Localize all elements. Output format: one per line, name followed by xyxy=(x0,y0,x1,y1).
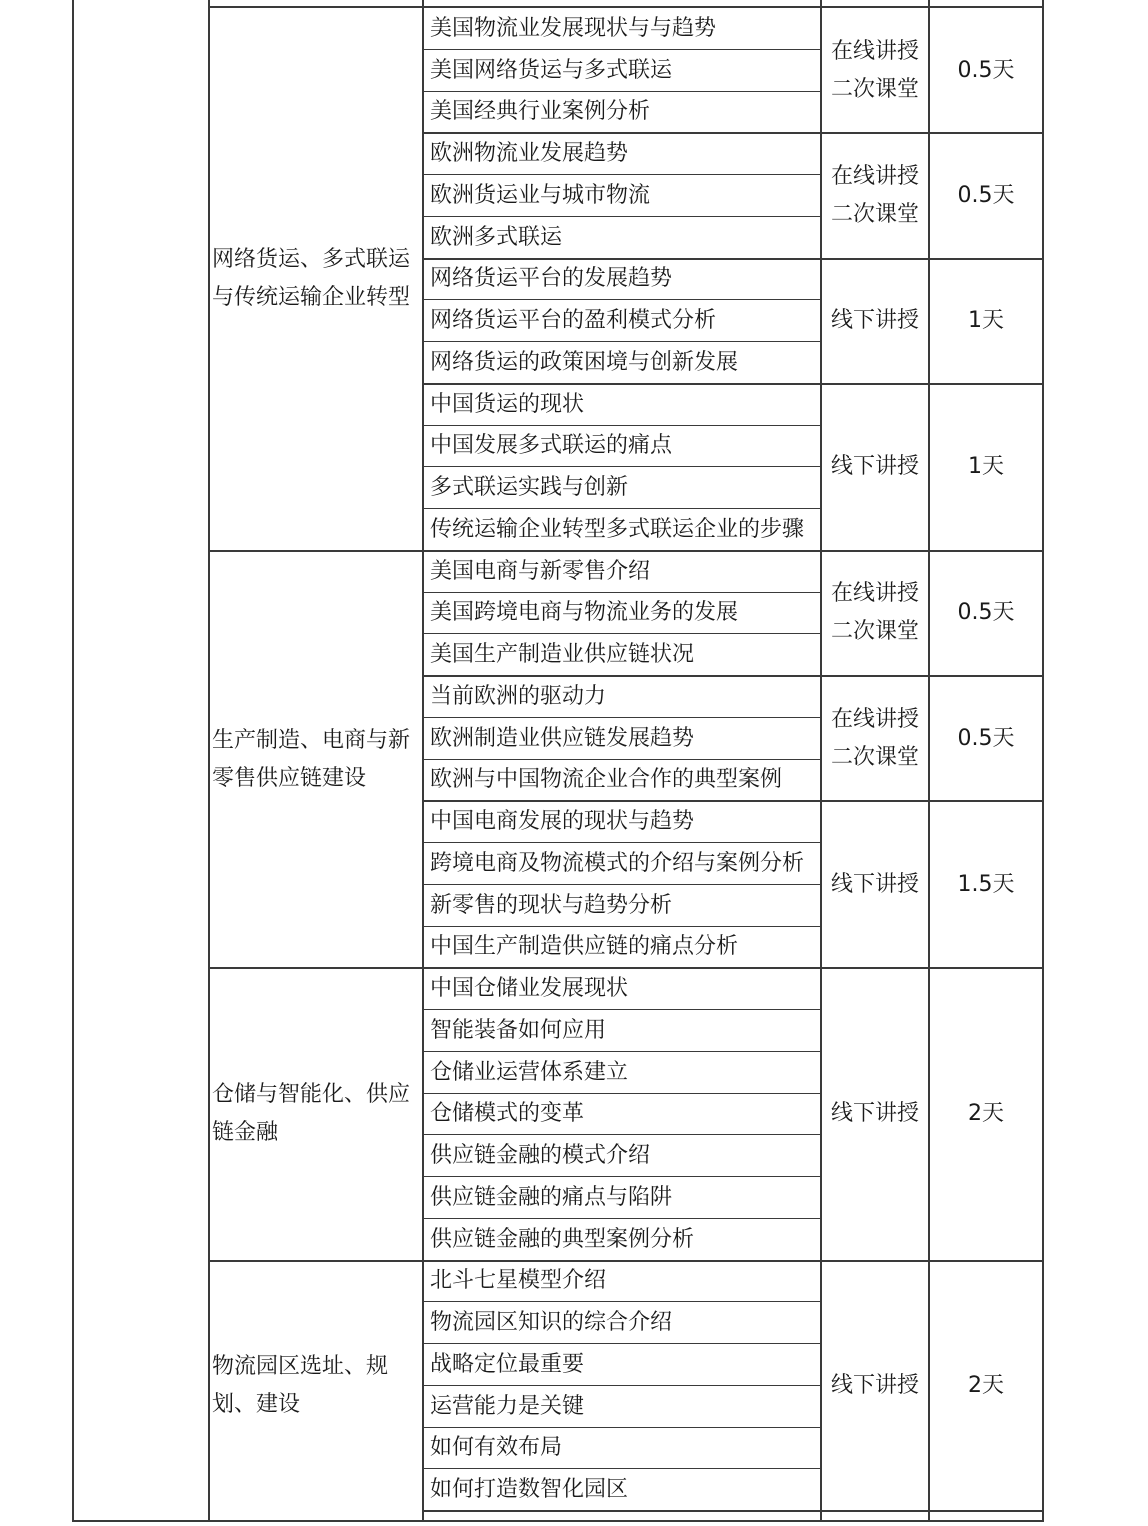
delivery-mode: 线下讲授 xyxy=(830,454,919,480)
topic-cell: 智能装备如何应用 xyxy=(430,1017,607,1043)
topic-cell: 美国经典行业案例分析 xyxy=(430,99,651,125)
duration: 1.5天 xyxy=(957,871,1015,897)
topic-cell: 供应链金融的模式介绍 xyxy=(430,1143,651,1169)
topic-cell: 欧洲与中国物流企业合作的典型案例 xyxy=(430,767,783,793)
topic-cell: 物流园区知识的综合介绍 xyxy=(430,1310,673,1336)
duration: 1天 xyxy=(968,308,1004,334)
topic-cell: 中国仓储业发展现状 xyxy=(430,976,629,1002)
topic-cell: 欧洲多式联运 xyxy=(430,224,563,250)
duration: 0.5天 xyxy=(957,600,1015,626)
topic-cell: 跨境电商及物流模式的介绍与案例分析 xyxy=(430,850,805,876)
block-rule xyxy=(422,1510,1044,1512)
topic-cell: 美国电商与新零售介绍 xyxy=(430,558,651,584)
module-name xyxy=(210,551,422,969)
topic-cell: 中国货运的现状 xyxy=(430,391,585,417)
module-label: 网络货运、多式联运与传统运输企业转型 xyxy=(212,247,411,311)
topic-cell: 当前欧洲的驱动力 xyxy=(430,683,607,709)
topic-cell: 如何有效布局 xyxy=(430,1435,563,1461)
delivery-mode: 在线讲授 二次课堂 xyxy=(830,163,919,227)
bottom-rule xyxy=(72,1520,1044,1522)
topic-cell: 中国电商发展的现状与趋势 xyxy=(430,809,695,835)
topic-cell: 战略定位最重要 xyxy=(430,1351,585,1377)
delivery-mode: 在线讲授 二次课堂 xyxy=(830,581,919,645)
delivery-mode: 在线讲授 二次课堂 xyxy=(830,38,919,102)
topic-cell: 网络货运平台的发展趋势 xyxy=(430,266,673,292)
module-label: 生产制造、电商与新零售供应链建设 xyxy=(212,727,411,791)
topic-cell: 美国跨境电商与物流业务的发展 xyxy=(430,600,739,626)
duration: 2天 xyxy=(968,1372,1004,1398)
module-label: 物流园区选址、规划、建设 xyxy=(212,1353,389,1417)
topic-cell: 传统运输企业转型多式联运企业的步骤 xyxy=(430,516,805,542)
duration: 0.5天 xyxy=(957,725,1015,751)
module-name xyxy=(210,8,422,551)
delivery-mode: 线下讲授 xyxy=(830,308,919,334)
delivery-mode: 在线讲授 二次课堂 xyxy=(830,706,919,770)
duration: 2天 xyxy=(968,1101,1004,1127)
topic-cell: 欧洲制造业供应链发展趋势 xyxy=(430,725,695,751)
topic-cell: 美国物流业发展现状与与趋势 xyxy=(430,15,717,41)
duration: 1天 xyxy=(968,454,1004,480)
delivery-mode: 线下讲授 xyxy=(830,871,919,897)
topic-cell: 中国发展多式联运的痛点 xyxy=(430,433,673,459)
module-label: 仓储与智能化、供应链金融 xyxy=(212,1082,411,1146)
topic-cell: 网络货运平台的盈利模式分析 xyxy=(430,308,717,334)
topic-cell: 仓储业运营体系建立 xyxy=(430,1059,629,1085)
topic-cell: 多式联运实践与创新 xyxy=(430,475,629,501)
topic-cell: 运营能力是关键 xyxy=(430,1393,585,1419)
topic-cell: 美国网络货运与多式联运 xyxy=(430,57,673,83)
topic-cell: 中国生产制造供应链的痛点分析 xyxy=(430,934,739,960)
topic-cell: 新零售的现状与趋势分析 xyxy=(430,892,673,918)
delivery-mode: 线下讲授 xyxy=(830,1372,919,1398)
duration: 0.5天 xyxy=(957,57,1015,83)
outer-right-border xyxy=(1042,0,1044,1520)
topic-cell: 仓储模式的变革 xyxy=(430,1101,585,1127)
module-name xyxy=(210,1261,422,1512)
module-name xyxy=(210,968,422,1260)
topic-cell: 美国生产制造业供应链状况 xyxy=(430,642,695,668)
topic-cell: 网络货运的政策困境与创新发展 xyxy=(430,349,739,375)
outer-left-border xyxy=(72,0,74,1520)
topic-cell: 供应链金融的痛点与陷阱 xyxy=(430,1184,673,1210)
topic-cell: 北斗七星模型介绍 xyxy=(430,1268,607,1294)
topic-cell: 欧洲货运业与城市物流 xyxy=(430,182,651,208)
topic-cell: 如何打造数智化园区 xyxy=(430,1477,629,1503)
topic-cell: 欧洲物流业发展趋势 xyxy=(430,141,629,167)
delivery-mode: 线下讲授 xyxy=(830,1101,919,1127)
duration: 0.5天 xyxy=(957,182,1015,208)
topic-cell: 供应链金融的典型案例分析 xyxy=(430,1226,695,1252)
